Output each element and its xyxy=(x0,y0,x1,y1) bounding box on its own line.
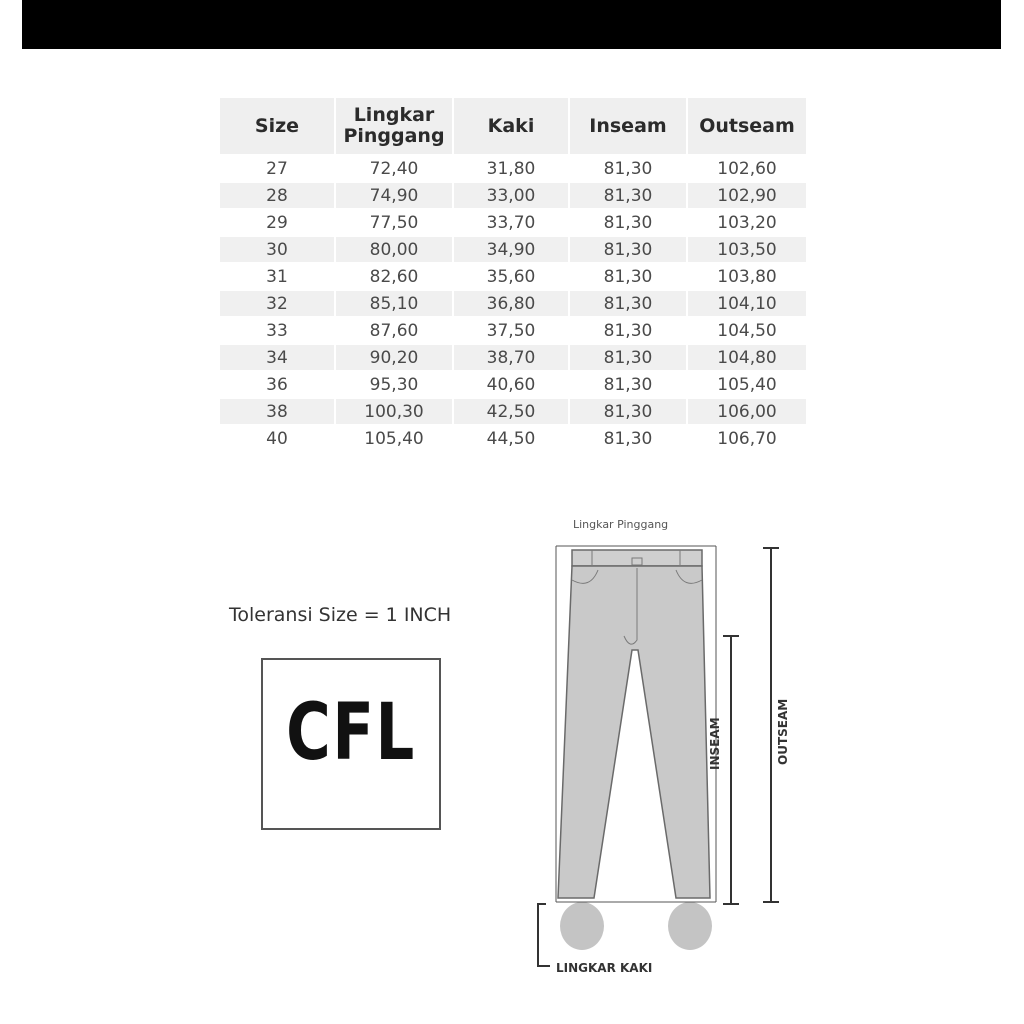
size-chart-body xyxy=(219,155,807,452)
table-header-row xyxy=(219,97,807,155)
cell-size: 38 xyxy=(219,398,335,425)
table-row xyxy=(219,425,807,452)
cell-outseam: 102,60 xyxy=(687,155,807,182)
leg-opening-bracket xyxy=(538,904,550,966)
cell-outseam: 103,50 xyxy=(687,236,807,263)
cell-size: 28 xyxy=(219,182,335,209)
table-row xyxy=(219,236,807,263)
cell-leg: 37,50 xyxy=(453,317,569,344)
cell-leg: 34,90 xyxy=(453,236,569,263)
jeans-illustration xyxy=(520,510,820,990)
header-kaki: Kaki xyxy=(453,97,569,155)
cell-leg: 42,50 xyxy=(453,398,569,425)
cell-leg: 35,60 xyxy=(453,263,569,290)
size-chart-header xyxy=(219,97,807,155)
cell-inseam: 81,30 xyxy=(569,398,687,425)
waist-label: Lingkar Pinggang xyxy=(573,518,669,531)
jeans-outline xyxy=(558,550,710,898)
cell-size: 40 xyxy=(219,425,335,452)
cell-size: 30 xyxy=(219,236,335,263)
cell-inseam: 81,30 xyxy=(569,182,687,209)
header-lingkar-pinggang: Lingkar Pinggang xyxy=(335,97,453,155)
cell-leg: 36,80 xyxy=(453,290,569,317)
cell-waist: 90,20 xyxy=(335,344,453,371)
cell-size: 33 xyxy=(219,317,335,344)
table-row xyxy=(219,155,807,182)
cell-leg: 31,80 xyxy=(453,155,569,182)
cell-inseam: 81,30 xyxy=(569,263,687,290)
cell-size: 27 xyxy=(219,155,335,182)
table-row xyxy=(219,371,807,398)
top-banner xyxy=(22,0,1001,49)
cell-size: 29 xyxy=(219,209,335,236)
cell-waist: 87,60 xyxy=(335,317,453,344)
cell-outseam: 103,20 xyxy=(687,209,807,236)
cell-inseam: 81,30 xyxy=(569,290,687,317)
inseam-measure-line xyxy=(723,636,739,904)
cell-waist: 82,60 xyxy=(335,263,453,290)
tolerance-note: Toleransi Size = 1 INCH xyxy=(229,604,452,626)
cell-size: 34 xyxy=(219,344,335,371)
cell-inseam: 81,30 xyxy=(569,155,687,182)
header-outseam: Outseam xyxy=(687,97,807,155)
cell-outseam: 106,00 xyxy=(687,398,807,425)
cell-outseam: 104,50 xyxy=(687,317,807,344)
cell-outseam: 104,80 xyxy=(687,344,807,371)
outseam-label: OUTSEAM xyxy=(776,698,790,765)
cell-leg: 44,50 xyxy=(453,425,569,452)
cell-outseam: 102,90 xyxy=(687,182,807,209)
leg-opening-label: LINGKAR KAKI xyxy=(556,961,653,975)
left-foot-shape xyxy=(560,902,604,950)
cell-waist: 80,00 xyxy=(335,236,453,263)
cell-leg: 33,00 xyxy=(453,182,569,209)
header-inseam: Inseam xyxy=(569,97,687,155)
table-row xyxy=(219,398,807,425)
size-chart-table xyxy=(218,96,808,453)
cell-inseam: 81,30 xyxy=(569,209,687,236)
cell-outseam: 105,40 xyxy=(687,371,807,398)
table-row xyxy=(219,182,807,209)
cell-leg: 38,70 xyxy=(453,344,569,371)
header-size: Size xyxy=(219,97,335,155)
cell-inseam: 81,30 xyxy=(569,236,687,263)
cell-size: 36 xyxy=(219,371,335,398)
cell-leg: 40,60 xyxy=(453,371,569,398)
inseam-label: INSEAM xyxy=(708,717,722,770)
cell-leg: 33,70 xyxy=(453,209,569,236)
cell-inseam: 81,30 xyxy=(569,425,687,452)
cell-outseam: 106,70 xyxy=(687,425,807,452)
table-row xyxy=(219,290,807,317)
cell-waist: 77,50 xyxy=(335,209,453,236)
table-row xyxy=(219,209,807,236)
cell-outseam: 104,10 xyxy=(687,290,807,317)
cell-size: 32 xyxy=(219,290,335,317)
cell-inseam: 81,30 xyxy=(569,344,687,371)
cell-waist: 95,30 xyxy=(335,371,453,398)
cell-inseam: 81,30 xyxy=(569,371,687,398)
table-row xyxy=(219,263,807,290)
cell-inseam: 81,30 xyxy=(569,317,687,344)
brand-logo xyxy=(261,658,441,830)
jeans-measurement-diagram xyxy=(520,510,820,990)
brand-logo-text: CFL xyxy=(286,688,416,778)
cell-waist: 100,30 xyxy=(335,398,453,425)
cell-waist: 105,40 xyxy=(335,425,453,452)
cell-outseam: 103,80 xyxy=(687,263,807,290)
cell-waist: 74,90 xyxy=(335,182,453,209)
cell-waist: 85,10 xyxy=(335,290,453,317)
table-row xyxy=(219,317,807,344)
cell-size: 31 xyxy=(219,263,335,290)
table-row xyxy=(219,344,807,371)
right-foot-shape xyxy=(668,902,712,950)
cell-waist: 72,40 xyxy=(335,155,453,182)
